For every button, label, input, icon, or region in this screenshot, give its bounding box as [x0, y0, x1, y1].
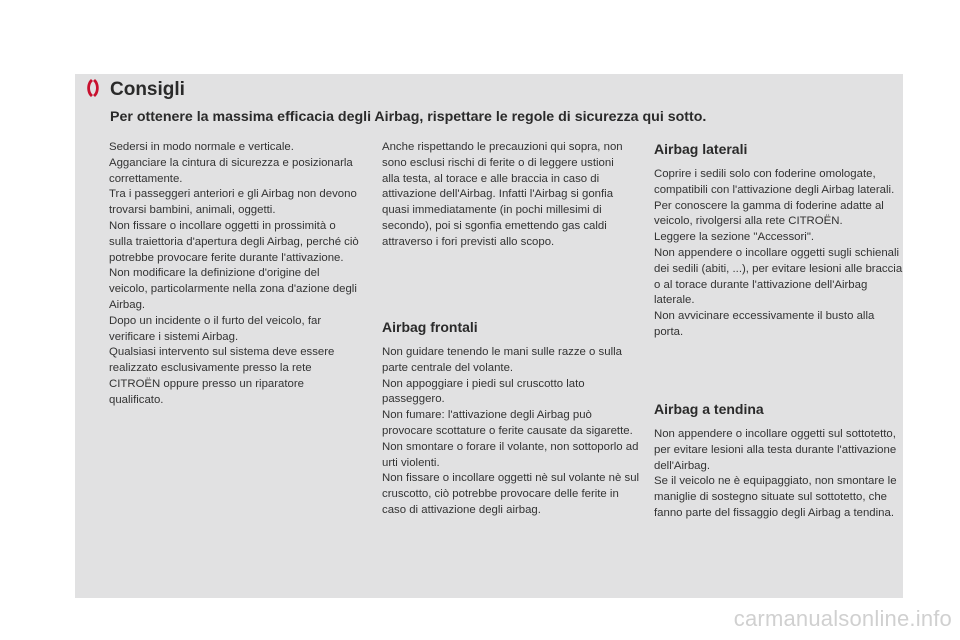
side-airbag-text: Coprire i sedili solo con foderine omologate, compatibili con l'attivazione degli Airbag laterali. Per conoscere la gamma di foderine adatte al veicolo, rivolgersi alla rete CITROËN. Leggere la sezione "Accessori". Non appendere o incollare oggetti sugli schienali dei sedili (abiti, ...), per evitare lesioni alle braccia o al torace durante l'attivazione dell'Airbag laterale. Non avvicinare eccessivamente il busto alla porta. — [654, 168, 903, 338]
page-title: Consigli — [110, 79, 185, 100]
front-airbag-heading: Airbag frontali — [382, 319, 478, 335]
front-airbag-text: Non guidare tenendo le mani sulle razze o sulla parte centrale del volante. Non appoggiare i piedi sul cruscotto lato passeggero. Non fumare: l'attivazione degli Airbag può provocare scottature o ferite causate da sigarette. Non smontare o forare il volante, non sottoporlo ad urti violenti. Non fissare o incollare oggetti nè sul volante nè sul cruscotto, ciò potrebbe provocare delle ferite in caso di attivazione degli airbag. — [382, 346, 640, 516]
watermark: carmanualsonline.info — [733, 606, 952, 631]
side-airbag-heading: Airbag laterali — [654, 141, 748, 157]
curtain-airbag-text: Non appendere o incollare oggetti sul sottotetto, per evitare lesioni alla testa durante l'attivazione dell'Airbag. Se il veicolo ne è equipaggiato, non smontare le maniglie di sostegno situate sul sottotetto, che fanno parte del fissaggio degli Airbag a tendina. — [654, 428, 897, 519]
side-airbag-section — [654, 140, 904, 341]
airbag-warning-icon — [84, 78, 102, 98]
general-advice-text: Sedersi in modo normale e verticale. Agganciare la cintura di sicurezza e posizionarla correttamente. Tra i passeggeri anteriori e gli Airbag non devono trovarsi bambini, animali, oggetti. Non fissare o incollare oggetti in prossimità o sulla traiettoria d'apertura degli Airbag, perché ciò potrebbe provocare ferite durante l'attivazione. Non modificare la definizione d'origine del veicolo, particolarmente nella zona d'azione degli Airbag. Dopo un incidente o il furto del veicolo, far verificare i sistemi Airbag. Qualsiasi intervento sul sistema deve essere realizzato esclusivamente presso la rete CITROËN oppure presso un riparatore qualificato. — [109, 141, 359, 406]
risk-warning-section — [382, 140, 632, 251]
front-airbag-section — [382, 318, 642, 519]
general-advice-column — [109, 140, 359, 409]
curtain-airbag-section — [654, 400, 904, 522]
risk-warning-text: Anche rispettando le precauzioni qui sopra, non sono esclusi rischi di ferite o di leggere ustioni alla testa, al torace e alle braccia in caso di attivazione dell'Airbag. Infatti l'Airbag si gonfia quasi immediatamente (in pochi millesimi di secondo), poi si sgonfia emettendo gas caldi attraverso i fori previsti allo scopo. — [382, 141, 623, 248]
page-subtitle: Per ottenere la massima efficacia degli Airbag, rispettare le regole di sicurezza qui sotto. — [110, 109, 707, 125]
curtain-airbag-heading: Airbag a tendina — [654, 401, 764, 417]
